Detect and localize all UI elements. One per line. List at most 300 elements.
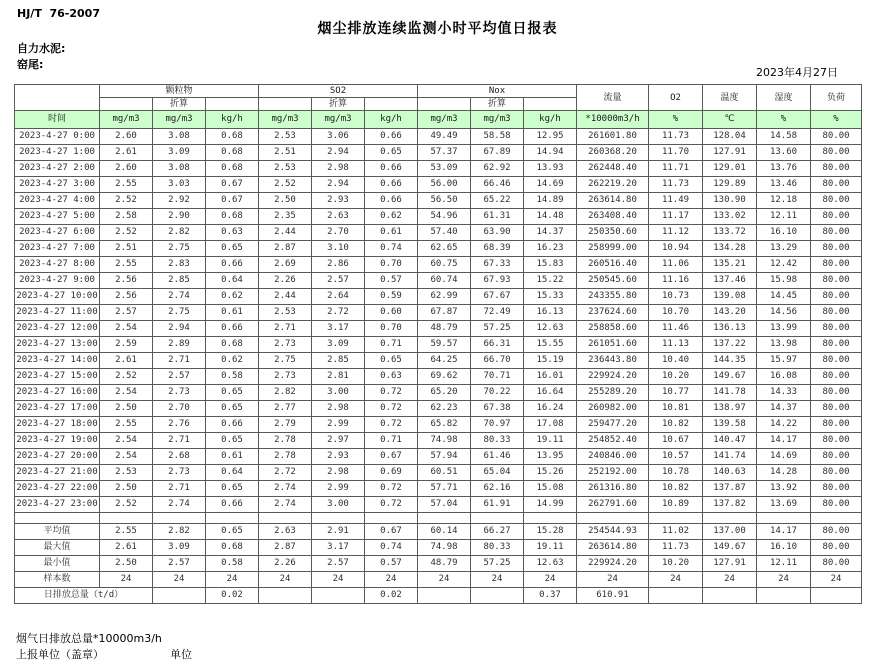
value-cell: 2.63 (259, 524, 312, 540)
value-cell: 65.20 (418, 385, 471, 401)
time-cell: 2023-4-27 16:00 (15, 385, 100, 401)
value-cell: 11.73 (649, 129, 703, 145)
time-cell: 2023-4-27 22:00 (15, 481, 100, 497)
col-header-o2: O2 (649, 85, 703, 111)
spacer-cell (15, 513, 100, 524)
unit-header-row (15, 111, 862, 129)
value-cell: 2.52 (100, 497, 153, 513)
data-row (15, 417, 862, 433)
value-cell: 80.33 (471, 433, 524, 449)
data-row (15, 241, 862, 257)
spacer-row (15, 513, 862, 524)
value-cell (703, 588, 757, 604)
value-cell: 74.98 (418, 540, 471, 556)
value-cell: 3.09 (312, 337, 365, 353)
value-cell: 262791.60 (577, 497, 649, 513)
value-cell: 0.65 (206, 241, 259, 257)
value-cell: 260516.40 (577, 257, 649, 273)
data-row (15, 497, 862, 513)
value-cell: 80.00 (811, 465, 862, 481)
value-cell: 15.55 (524, 337, 577, 353)
value-cell: 13.60 (757, 145, 811, 161)
data-row (15, 129, 862, 145)
time-header: 时间 (15, 111, 100, 129)
value-cell: 14.22 (757, 417, 811, 433)
value-cell (418, 588, 471, 604)
value-cell: 0.65 (365, 145, 418, 161)
value-cell: 260368.20 (577, 145, 649, 161)
value-cell: 2.70 (153, 401, 206, 417)
unit-cell: mg/m3 (471, 111, 524, 129)
value-cell: 0.68 (206, 337, 259, 353)
value-cell: 0.62 (206, 289, 259, 305)
value-cell: 133.72 (703, 225, 757, 241)
value-cell: 2.61 (100, 540, 153, 556)
value-cell: 2.53 (100, 465, 153, 481)
value-cell: 2.56 (100, 289, 153, 305)
time-cell: 2023-4-27 8:00 (15, 257, 100, 273)
value-cell: 138.97 (703, 401, 757, 417)
value-cell: 2.50 (100, 401, 153, 417)
value-cell: 13.99 (757, 321, 811, 337)
value-cell: 10.82 (649, 417, 703, 433)
value-cell: 57.04 (418, 497, 471, 513)
unit-cell: % (649, 111, 703, 129)
value-cell: 0.66 (365, 161, 418, 177)
value-cell: 24 (757, 572, 811, 588)
report-date: 2023年4月27日 (756, 66, 838, 79)
spacer-cell (100, 513, 153, 524)
value-cell: 137.22 (703, 337, 757, 353)
value-cell: 80.00 (811, 145, 862, 161)
group-header-nox: Nox (418, 85, 577, 98)
value-cell: 2.60 (100, 161, 153, 177)
value-cell: 10.73 (649, 289, 703, 305)
value-cell: 53.09 (418, 161, 471, 177)
value-cell: 2.72 (259, 465, 312, 481)
value-cell: 2.78 (259, 433, 312, 449)
value-cell: 65.82 (418, 417, 471, 433)
value-cell (153, 588, 206, 604)
value-cell: 3.06 (312, 129, 365, 145)
time-cell: 2023-4-27 6:00 (15, 225, 100, 241)
value-cell: 258858.60 (577, 321, 649, 337)
value-cell: 3.09 (153, 540, 206, 556)
value-cell: 236443.80 (577, 353, 649, 369)
data-row (15, 145, 862, 161)
value-cell: 141.78 (703, 385, 757, 401)
value-cell: 2.98 (312, 161, 365, 177)
value-cell: 0.66 (206, 257, 259, 273)
value-cell: 11.02 (649, 524, 703, 540)
value-cell: 2.53 (259, 129, 312, 145)
value-cell: 24 (100, 572, 153, 588)
page-title: 烟尘排放连续监测小时平均值日报表 (317, 21, 558, 37)
value-cell: 2.61 (100, 145, 153, 161)
value-cell: 2.51 (100, 241, 153, 257)
flue-gas-daily-total-note: 烟气日排放总量*10000m3/h (16, 632, 162, 645)
value-cell: 67.89 (471, 145, 524, 161)
value-cell: 254544.93 (577, 524, 649, 540)
value-cell: 129.89 (703, 177, 757, 193)
value-cell: 3.00 (312, 497, 365, 513)
value-cell: 10.82 (649, 481, 703, 497)
value-cell: 0.58 (206, 369, 259, 385)
report-table (14, 84, 862, 604)
value-cell: 66.46 (471, 177, 524, 193)
value-cell: 2.55 (100, 417, 153, 433)
value-cell: 16.10 (757, 540, 811, 556)
data-row (15, 465, 862, 481)
value-cell: 11.13 (649, 337, 703, 353)
value-cell: 0.57 (365, 556, 418, 572)
value-cell: 15.97 (757, 353, 811, 369)
value-cell: 237624.60 (577, 305, 649, 321)
value-cell: 12.95 (524, 129, 577, 145)
value-cell: 12.63 (524, 321, 577, 337)
value-cell: 56.50 (418, 193, 471, 209)
value-cell: 14.17 (757, 524, 811, 540)
value-cell: 62.99 (418, 289, 471, 305)
value-cell: 2.98 (312, 401, 365, 417)
value-cell: 2.44 (259, 289, 312, 305)
value-cell: 11.46 (649, 321, 703, 337)
value-cell: 10.77 (649, 385, 703, 401)
value-cell: 15.08 (524, 481, 577, 497)
unit-cell: ℃ (703, 111, 757, 129)
value-cell (757, 588, 811, 604)
time-cell: 2023-4-27 11:00 (15, 305, 100, 321)
value-cell: 2.94 (312, 177, 365, 193)
time-cell: 2023-4-27 15:00 (15, 369, 100, 385)
value-cell: 11.70 (649, 145, 703, 161)
value-cell: 80.00 (811, 540, 862, 556)
value-cell: 80.00 (811, 129, 862, 145)
value-cell: 0.72 (365, 497, 418, 513)
value-cell: 13.29 (757, 241, 811, 257)
value-cell: 2.85 (153, 273, 206, 289)
value-cell: 0.61 (365, 225, 418, 241)
value-cell: 2.57 (100, 305, 153, 321)
value-cell: 0.70 (365, 321, 418, 337)
value-cell: 0.59 (365, 289, 418, 305)
value-cell: 2.61 (100, 353, 153, 369)
value-cell: 10.78 (649, 465, 703, 481)
value-cell: 2.81 (312, 369, 365, 385)
value-cell: 2.71 (153, 353, 206, 369)
value-cell: 2.94 (312, 145, 365, 161)
summary-row (15, 556, 862, 572)
value-cell: 14.69 (524, 177, 577, 193)
value-cell: 0.72 (365, 401, 418, 417)
value-cell: 68.39 (471, 241, 524, 257)
sub-header-blank (524, 98, 577, 111)
value-cell: 0.65 (206, 385, 259, 401)
value-cell: 2.68 (153, 449, 206, 465)
value-cell: 0.60 (365, 305, 418, 321)
value-cell: 80.00 (811, 241, 862, 257)
value-cell: 14.33 (757, 385, 811, 401)
time-cell: 2023-4-27 9:00 (15, 273, 100, 289)
value-cell: 14.28 (757, 465, 811, 481)
value-cell: 140.47 (703, 433, 757, 449)
value-cell: 13.92 (757, 481, 811, 497)
value-cell: 2.92 (153, 193, 206, 209)
unit-cell: mg/m3 (259, 111, 312, 129)
value-cell: 137.46 (703, 273, 757, 289)
value-cell: 0.66 (365, 129, 418, 145)
value-cell: 2.57 (312, 556, 365, 572)
value-cell: 2.89 (153, 337, 206, 353)
value-cell: 2.73 (259, 369, 312, 385)
value-cell: 12.63 (524, 556, 577, 572)
value-cell: 2.50 (100, 556, 153, 572)
value-cell: 10.81 (649, 401, 703, 417)
summary-row (15, 524, 862, 540)
value-cell: 255289.20 (577, 385, 649, 401)
value-cell: 24 (206, 572, 259, 588)
value-cell: 60.74 (418, 273, 471, 289)
value-cell: 2.52 (100, 225, 153, 241)
value-cell: 2.74 (259, 497, 312, 513)
value-cell: 24 (577, 572, 649, 588)
value-cell: 24 (524, 572, 577, 588)
value-cell: 0.70 (365, 257, 418, 273)
value-cell: 80.00 (811, 225, 862, 241)
value-cell: 62.16 (471, 481, 524, 497)
value-cell: 14.17 (757, 433, 811, 449)
time-cell: 2023-4-27 10:00 (15, 289, 100, 305)
data-row (15, 433, 862, 449)
time-cell: 2023-4-27 18:00 (15, 417, 100, 433)
value-cell: 0.67 (206, 193, 259, 209)
value-cell: 16.10 (757, 225, 811, 241)
sub-header-blank (418, 98, 471, 111)
value-cell: 2.98 (312, 465, 365, 481)
value-cell: 80.00 (811, 177, 862, 193)
value-cell: 0.68 (206, 129, 259, 145)
value-cell: 130.90 (703, 193, 757, 209)
value-cell: 66.27 (471, 524, 524, 540)
value-cell: 229924.20 (577, 556, 649, 572)
value-cell: 66.31 (471, 337, 524, 353)
value-cell: 2.55 (100, 257, 153, 273)
value-cell: 80.00 (811, 481, 862, 497)
value-cell: 2.87 (259, 241, 312, 257)
value-cell: 2.52 (100, 369, 153, 385)
sub-header-blank (259, 98, 312, 111)
value-cell: 610.91 (577, 588, 649, 604)
value-cell: 252192.00 (577, 465, 649, 481)
value-cell: 2.69 (259, 257, 312, 273)
value-cell: 66.70 (471, 353, 524, 369)
unit-cell: % (811, 111, 862, 129)
value-cell: 80.00 (811, 209, 862, 225)
time-cell: 2023-4-27 19:00 (15, 433, 100, 449)
value-cell: 229924.20 (577, 369, 649, 385)
value-cell: 65.04 (471, 465, 524, 481)
summary-label: 最大值 (15, 540, 100, 556)
value-cell: 2.71 (259, 321, 312, 337)
unit-cell: kg/h (365, 111, 418, 129)
value-cell: 24 (811, 572, 862, 588)
value-cell: 2.99 (312, 481, 365, 497)
unit-cell: % (757, 111, 811, 129)
time-cell: 2023-4-27 12:00 (15, 321, 100, 337)
value-cell: 128.04 (703, 129, 757, 145)
value-cell: 3.17 (312, 321, 365, 337)
value-cell (811, 588, 862, 604)
value-cell: 2.74 (153, 497, 206, 513)
value-cell: 12.11 (757, 209, 811, 225)
value-cell: 263614.80 (577, 540, 649, 556)
value-cell: 2.76 (153, 417, 206, 433)
value-cell: 65.22 (471, 193, 524, 209)
value-cell: 0.65 (206, 401, 259, 417)
value-cell: 2.51 (259, 145, 312, 161)
value-cell: 62.92 (471, 161, 524, 177)
value-cell: 0.66 (365, 177, 418, 193)
value-cell: 0.67 (365, 524, 418, 540)
value-cell: 0.71 (365, 433, 418, 449)
value-cell: 0.61 (206, 449, 259, 465)
value-cell: 2.52 (259, 177, 312, 193)
data-row (15, 161, 862, 177)
value-cell: 24 (649, 572, 703, 588)
value-cell: 2.73 (153, 385, 206, 401)
value-cell: 11.06 (649, 257, 703, 273)
value-cell: 0.63 (206, 225, 259, 241)
value-cell: 2.93 (312, 193, 365, 209)
value-cell: 149.67 (703, 540, 757, 556)
value-cell: 62.65 (418, 241, 471, 257)
value-cell: 57.37 (418, 145, 471, 161)
value-cell: 2.50 (100, 481, 153, 497)
value-cell: 80.00 (811, 273, 862, 289)
value-cell: 10.70 (649, 305, 703, 321)
value-cell: 67.67 (471, 289, 524, 305)
value-cell: 2.74 (259, 481, 312, 497)
data-row (15, 401, 862, 417)
value-cell: 57.40 (418, 225, 471, 241)
value-cell: 57.94 (418, 449, 471, 465)
value-cell: 261601.80 (577, 129, 649, 145)
value-cell: 15.22 (524, 273, 577, 289)
value-cell: 135.21 (703, 257, 757, 273)
data-row (15, 193, 862, 209)
data-row (15, 177, 862, 193)
value-cell: 0.68 (206, 209, 259, 225)
unit-cell: mg/m3 (312, 111, 365, 129)
time-cell: 2023-4-27 13:00 (15, 337, 100, 353)
value-cell: 2.58 (100, 209, 153, 225)
value-cell: 2.82 (153, 524, 206, 540)
spacer-cell (365, 513, 418, 524)
value-cell: 0.65 (365, 353, 418, 369)
value-cell: 61.46 (471, 449, 524, 465)
value-cell: 2.55 (100, 177, 153, 193)
value-cell: 17.08 (524, 417, 577, 433)
value-cell: 80.00 (811, 556, 862, 572)
value-cell: 15.98 (757, 273, 811, 289)
value-cell: 54.96 (418, 209, 471, 225)
value-cell: 61.91 (471, 497, 524, 513)
value-cell: 0.62 (206, 353, 259, 369)
value-cell: 2.57 (153, 556, 206, 572)
value-cell: 2.56 (100, 273, 153, 289)
value-cell (649, 588, 703, 604)
value-cell: 72.49 (471, 305, 524, 321)
data-row (15, 369, 862, 385)
value-cell: 70.22 (471, 385, 524, 401)
value-cell: 11.16 (649, 273, 703, 289)
time-cell: 2023-4-27 21:00 (15, 465, 100, 481)
value-cell: 16.64 (524, 385, 577, 401)
value-cell: 13.98 (757, 337, 811, 353)
value-cell: 2.53 (259, 161, 312, 177)
value-cell: 2.70 (312, 225, 365, 241)
value-cell: 0.67 (365, 449, 418, 465)
value-cell (471, 588, 524, 604)
value-cell: 140.63 (703, 465, 757, 481)
value-cell: 261316.80 (577, 481, 649, 497)
value-cell: 243355.80 (577, 289, 649, 305)
value-cell: 80.33 (471, 540, 524, 556)
value-cell: 13.46 (757, 177, 811, 193)
value-cell: 60.14 (418, 524, 471, 540)
value-cell: 0.72 (365, 385, 418, 401)
value-cell: 2.77 (259, 401, 312, 417)
summary-row (15, 540, 862, 556)
value-cell: 2.64 (312, 289, 365, 305)
value-cell: 0.66 (206, 417, 259, 433)
value-cell: 13.76 (757, 161, 811, 177)
value-cell: 15.19 (524, 353, 577, 369)
unit-cell: *10000m3/h (577, 111, 649, 129)
value-cell: 15.33 (524, 289, 577, 305)
time-cell: 2023-4-27 2:00 (15, 161, 100, 177)
value-cell: 67.93 (471, 273, 524, 289)
value-cell: 0.66 (206, 497, 259, 513)
data-row (15, 305, 862, 321)
value-cell: 2.73 (259, 337, 312, 353)
value-cell: 2.35 (259, 209, 312, 225)
value-cell: 14.37 (757, 401, 811, 417)
value-cell: 13.93 (524, 161, 577, 177)
value-cell: 2.60 (100, 129, 153, 145)
value-cell: 10.67 (649, 433, 703, 449)
value-cell: 14.58 (757, 129, 811, 145)
value-cell: 10.20 (649, 369, 703, 385)
value-cell: 15.26 (524, 465, 577, 481)
value-cell: 0.68 (206, 145, 259, 161)
value-cell: 10.94 (649, 241, 703, 257)
value-cell: 2.57 (312, 273, 365, 289)
sub-header-blank (100, 98, 153, 111)
value-cell: 2.87 (259, 540, 312, 556)
value-cell: 2.83 (153, 257, 206, 273)
value-cell: 16.08 (757, 369, 811, 385)
value-cell: 57.71 (418, 481, 471, 497)
value-cell: 3.17 (312, 540, 365, 556)
value-cell: 60.51 (418, 465, 471, 481)
data-row (15, 257, 862, 273)
value-cell: 2.26 (259, 273, 312, 289)
value-cell: 14.37 (524, 225, 577, 241)
reporting-unit-label: 上报单位（盖章） (16, 648, 104, 661)
value-cell: 10.89 (649, 497, 703, 513)
value-cell: 144.35 (703, 353, 757, 369)
